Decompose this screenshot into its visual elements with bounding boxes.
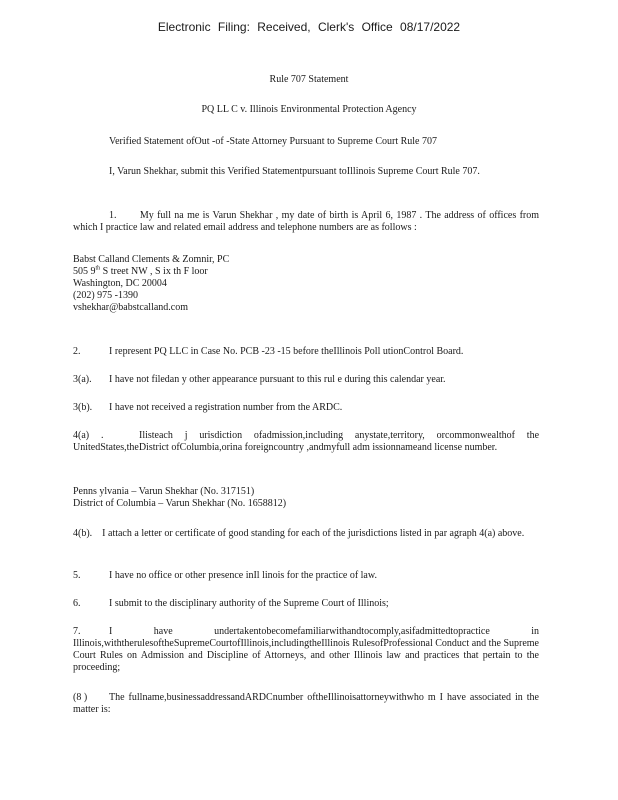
paragraph-4a-text: Ilisteach j urisdiction ofadmission,including anystate,territory, orcommonwealthof the UnitedStates,theDistrict ofColumbia,orina foreigncountry ,andmyfull adm issionnameand license number. xyxy=(73,430,540,453)
address-phone: (202) 975 -1390 xyxy=(73,290,138,301)
paragraph-2-text: I represent PQ LLC in Case No. PCB -23 -15 before theIllinois Poll utionControl Board. xyxy=(109,346,464,357)
paragraph-8-text: The fullname,businessaddressandARDCnumber oftheIllinoisattorneywithwho m I have associated in the matter is: xyxy=(73,692,539,715)
paragraph-3b xyxy=(73,402,539,414)
address-firm: Babst Calland Clements & Zomnir, PC xyxy=(73,254,230,265)
paragraph-4b-number: 4(b). xyxy=(73,528,93,539)
paragraph-3b-text: I have not received a registration number from the ARDC. xyxy=(109,402,343,413)
paragraph-3a-text: I have not filedan y other appearance pursuant to this rul e during this calendar year. xyxy=(109,374,446,385)
paragraph-1 xyxy=(73,210,539,234)
admission-pennsylvania: Penns ylvania – Varun Shekhar (No. 317151) xyxy=(73,486,255,497)
paragraph-7 xyxy=(73,626,539,674)
paragraph-5 xyxy=(73,570,539,582)
paragraph-4b-text: I attach a letter or certificate of good standing for each of the jurisdictions listed in par agraph 4(a) above. xyxy=(102,528,525,539)
paragraph-3b-number: 3(b). xyxy=(73,402,93,413)
paragraph-2-number: 2. xyxy=(73,346,81,357)
case-caption: PQ LL C v. Illinois Environmental Protection Agency xyxy=(201,104,417,115)
paragraph-1-text: My full na me is Varun Shekhar , my date of birth is April 6, 1987 . The address of offices from which I practice law and related email address and telephone numbers are as follows : xyxy=(73,210,540,233)
admission-list xyxy=(73,486,286,510)
intro-paragraph: I, Varun Shekhar, submit this Verified Statementpursuant toIllinois Supreme Court Rule 707. xyxy=(109,166,480,177)
paragraph-7-number: 7. xyxy=(73,626,81,637)
address-city: Washington, DC 20004 xyxy=(73,278,167,289)
paragraph-3a xyxy=(73,374,539,386)
admission-dc: District of Columbia – Varun Shekhar (No. 1658812) xyxy=(73,498,287,509)
address-street: 505 9th S treet NW , S ix th F loor xyxy=(73,265,208,277)
paragraph-3a-number: 3(a). xyxy=(73,374,92,385)
paragraph-4a xyxy=(73,430,539,454)
paragraph-6-number: 6. xyxy=(73,598,81,609)
paragraph-7-text: I have undertakentobecomefamiliarwithandtocomply,asifadmittedtopractice in Illinois,withtherulesoftheSupremeCourtofIllinois,includingtheIllinois RulesofProfessional Conduct and the Supreme Court Rules on Admission and Discipline of Attorneys, and other Illinois law and practices that pertain to the proceeding; xyxy=(73,626,539,673)
paragraph-6 xyxy=(73,598,539,610)
paragraph-5-number: 5. xyxy=(73,570,81,581)
paragraph-6-text: I submit to the disciplinary authority of the Supreme Court of Illinois; xyxy=(109,598,389,609)
paragraph-8 xyxy=(73,692,539,716)
paragraph-2 xyxy=(73,346,539,358)
paragraph-1-number: 1. xyxy=(109,210,117,221)
filing-stamp: Electronic Filing: Received, Clerk's Office 08/17/2022 xyxy=(157,20,461,34)
address-email: vshekhar@babstcalland.com xyxy=(73,302,189,313)
paragraph-4b xyxy=(73,528,539,540)
document-title: Rule 707 Statement xyxy=(269,74,349,85)
paragraph-8-number: (8 ) xyxy=(73,692,88,703)
paragraph-4a-number: 4(a) . xyxy=(73,430,104,441)
document-subtitle: Verified Statement ofOut -of -State Attorney Pursuant to Supreme Court Rule 707 xyxy=(109,136,437,147)
office-address xyxy=(73,254,229,314)
paragraph-5-text: I have no office or other presence inIl linois for the practice of law. xyxy=(109,570,377,581)
